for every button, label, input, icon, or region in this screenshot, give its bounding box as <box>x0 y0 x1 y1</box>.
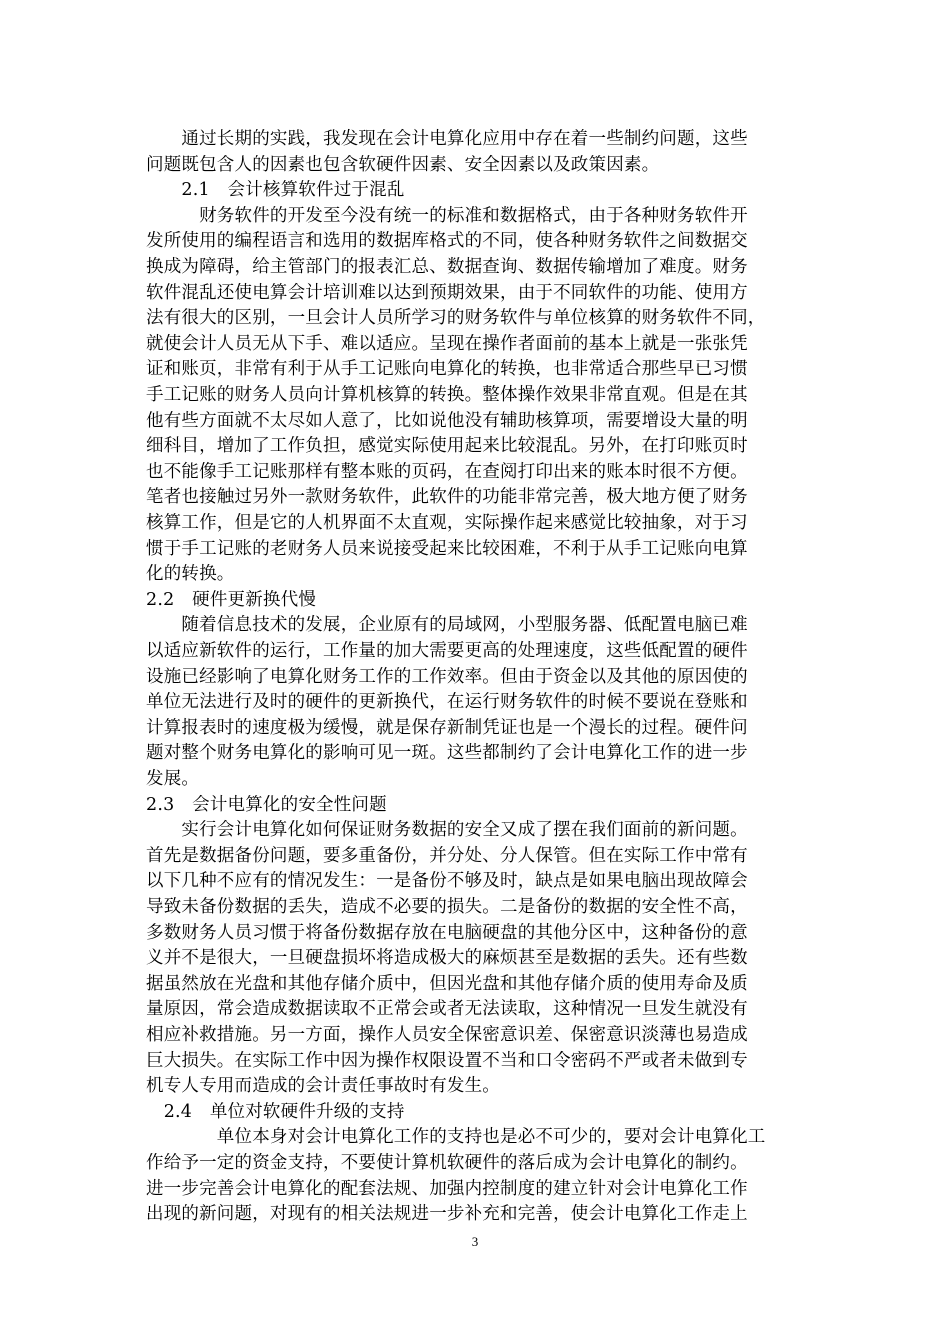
page-number: 3 <box>471 1234 479 1249</box>
text-line: 发所使用的编程语言和选用的数据库格式的不同，使各种财务软件之间数据交 <box>146 231 748 252</box>
text-line: 实行会计电算化如何保证财务数据的安全又成了摆在我们面前的新问题。 <box>146 820 748 841</box>
text-line: 单位本身对会计电算化工作的支持也是必不可少的，要对会计电算化工 <box>146 1127 766 1148</box>
text-line: 发展。 <box>146 769 200 789</box>
text-line: 他有些方面就不太尽如人意了，比如说他没有辅助核算项，需要增设大量的明 <box>146 410 748 431</box>
text-line: 细科目，增加了工作负担，感觉实际使用起来比较混乱。另外，在打印账页时 <box>146 436 748 457</box>
text-line: 换成为障碍，给主管部门的报表汇总、数据查询、数据传输增加了难度。财务 <box>146 257 748 277</box>
text-line: 计算报表时的速度极为缓慢，就是保存新制凭证也是一个漫长的过程。硬件问 <box>146 717 748 738</box>
text-line: 据虽然放在光盘和其他存储介质中，但因光盘和其他存储介质的使用寿命及质 <box>146 973 748 994</box>
text-line: 惯于手工记账的老财务人员来说接受起来比较困难，不利于从手工记账向电算 <box>146 538 748 559</box>
section-heading: 2.3 会计电算化的安全性问题 <box>146 794 387 815</box>
section-heading: 2.2 硬件更新换代慢 <box>146 589 317 610</box>
text-line: 随着信息技术的发展，企业原有的局域网，小型服务器、低配置电脑已难 <box>146 615 748 636</box>
text-line: 单位无法进行及时的硬件的更新换代，在运行财务软件的时候不要说在登账和 <box>146 692 748 713</box>
text-line: 法有很大的区别，一旦会计人员所学习的财务软件与单位核算的财务软件不同， <box>146 308 766 329</box>
text-line: 手工记账的财务人员向计算机核算的转换。整体操作效果非常直观。但是在其 <box>146 385 748 405</box>
text-line: 就使会计人员无从下手、难以适应。呈现在操作者面前的基本上就是一张张凭 <box>146 333 748 354</box>
text-line: 核算工作，但是它的人机界面不太直观，实际操作起来感觉比较抽象，对于习 <box>146 513 748 533</box>
section-heading: 2.1 会计核算软件过于混乱 <box>146 180 405 201</box>
text-line: 通过长期的实践，我发现在会计电算化应用中存在着一些制约问题，这些 <box>146 129 748 149</box>
text-line: 作给予一定的资金支持，不要使计算机软硬件的落后成为会计电算化的制约。 <box>146 1153 748 1173</box>
text-line: 进一步完善会计电算化的配套法规、加强内控制度的建立针对会计电算化工作 <box>146 1178 748 1199</box>
text-line: 相应补救措施。另一方面，操作人员安全保密意识差、保密意识淡薄也易造成 <box>146 1025 748 1045</box>
text-line: 量原因，常会造成数据读取不正常会或者无法读取，这种情况一旦发生就没有 <box>146 999 748 1020</box>
text-line: 问题既包含人的因素也包含软硬件因素、安全因素以及政策因素。 <box>146 154 660 175</box>
text-line: 笔者也接触过另外一款财务软件，此软件的功能非常完善，极大地方便了财务 <box>146 487 748 508</box>
text-line: 以适应新软件的运行，工作量的加大需要更高的处理速度，这些低配置的硬件 <box>146 641 748 661</box>
text-line: 证和账页，非常有利于从手工记账向电算化的转换，也非常适合那些早已习惯 <box>146 359 748 380</box>
text-line: 机专人专用而造成的会计责任事故时有发生。 <box>146 1076 500 1097</box>
section-heading: 2.4 单位对软硬件升级的支持 <box>146 1101 405 1122</box>
text-line: 化的转换。 <box>146 564 235 585</box>
text-line: 设施已经影响了电算化财务工作的工作效率。但由于资金以及其他的原因使的 <box>146 666 748 687</box>
text-line: 出现的新问题，对现有的相关法规进一步补充和完善，使会计电算化工作走上 <box>146 1204 748 1225</box>
text-line: 题对整个财务电算化的影响可见一斑。这些都制约了会计电算化工作的进一步 <box>146 743 748 764</box>
text-line: 首先是数据备份问题，要多重备份，并分处、分人保管。但在实际工作中常有 <box>146 845 748 866</box>
text-line: 多数财务人员习惯于将备份数据存放在电脑硬盘的其他分区中，这种备份的意 <box>146 922 748 943</box>
text-line: 巨大损失。在实际工作中因为操作权限设置不当和口令密码不严或者未做到专 <box>146 1050 748 1071</box>
text-line: 财务软件的开发至今没有统一的标准和数据格式，由于各种财务软件开 <box>146 205 748 226</box>
text-line: 软件混乱还使电算会计培训难以达到预期效果，由于不同软件的功能、使用方 <box>146 282 748 303</box>
text-line: 也不能像手工记账那样有整本账的页码，在查阅打印出来的账本时很不方便。 <box>146 461 748 482</box>
text-line: 导致未备份数据的丢失，造成不必要的损失。二是备份的数据的安全性不高， <box>146 897 748 917</box>
text-line: 义并不是很大，一旦硬盘损坏将造成极大的麻烦甚至是数据的丢失。还有些数 <box>146 948 748 969</box>
text-line: 以下几种不应有的情况发生：一是备份不够及时，缺点是如果电脑出现故障会 <box>146 871 748 892</box>
